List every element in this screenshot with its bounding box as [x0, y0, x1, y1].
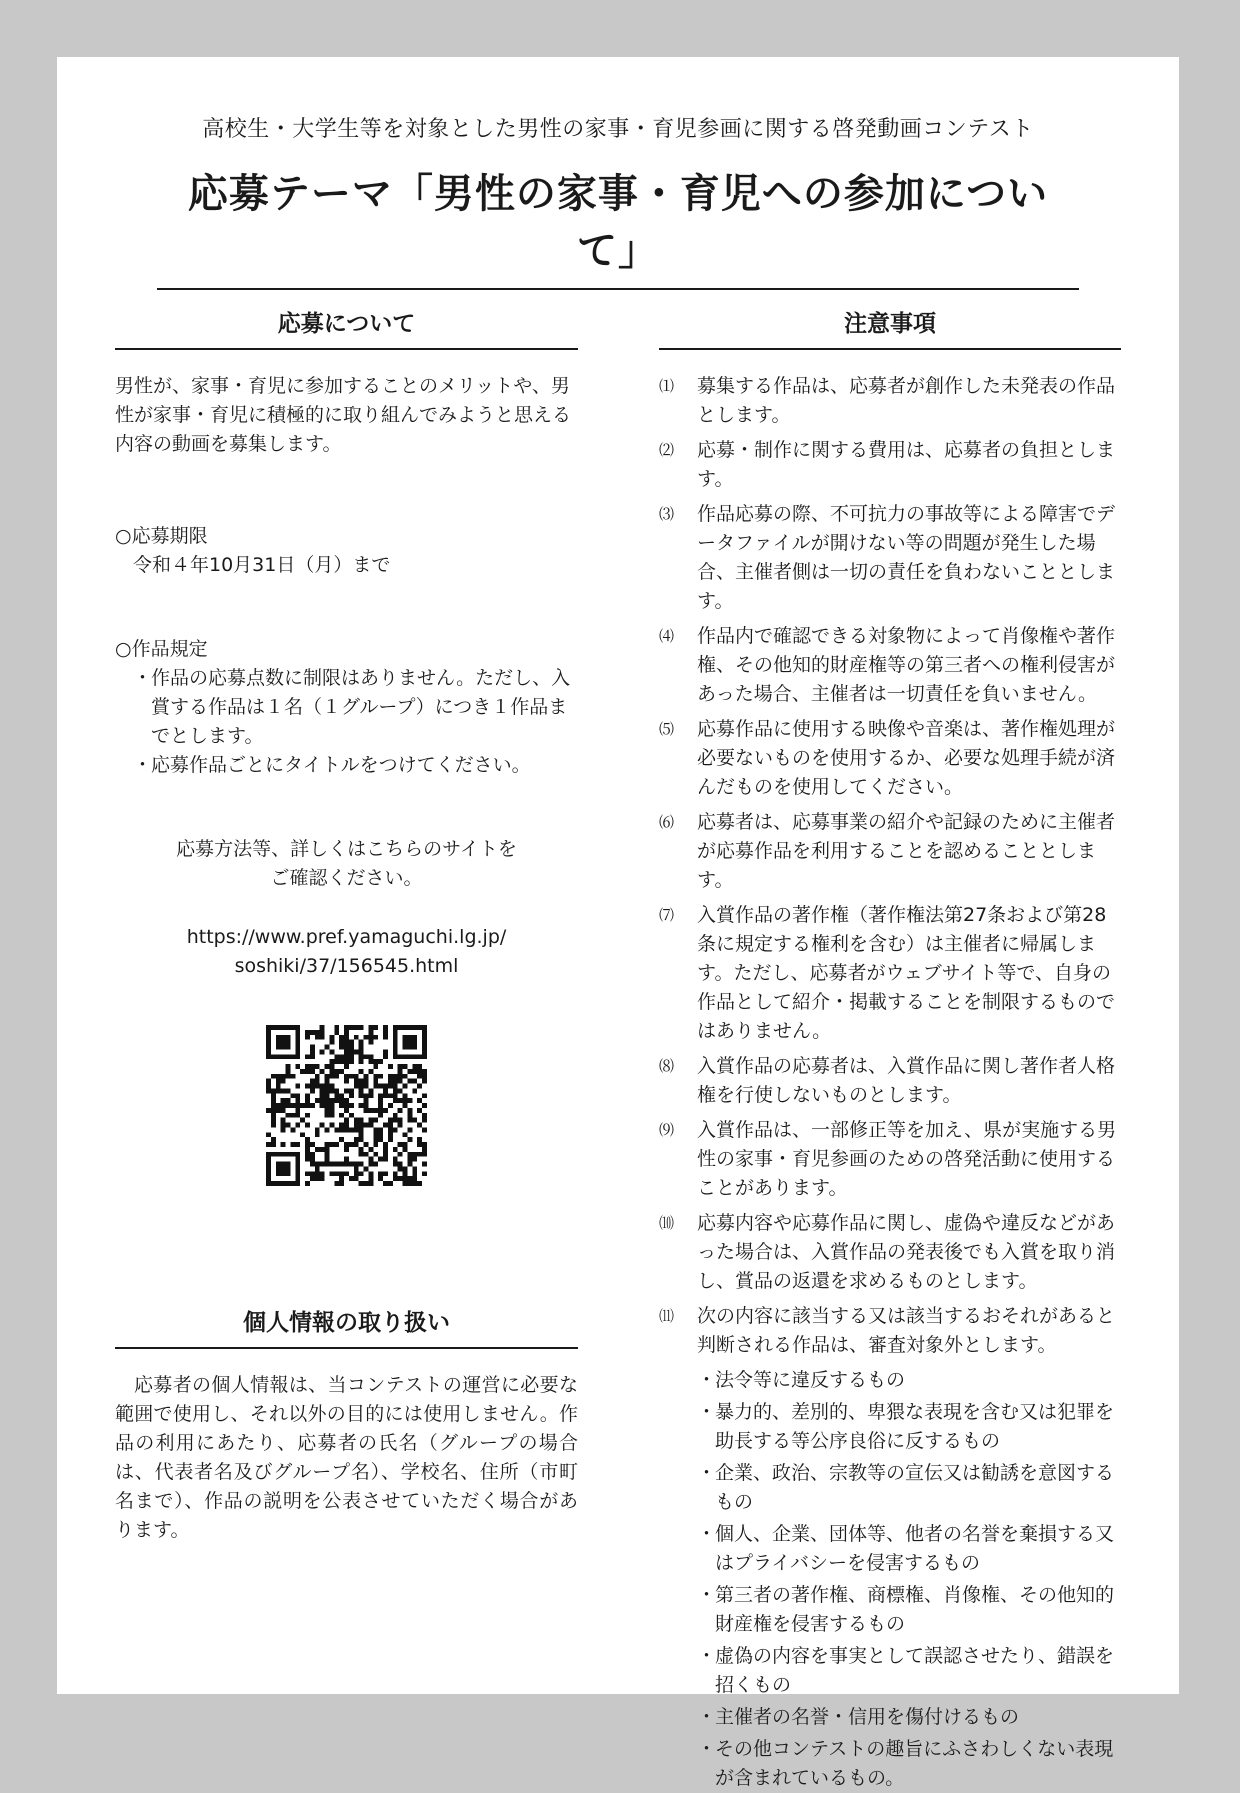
note-number: ⑽: [659, 1214, 675, 1232]
note-text: 作品内で確認できる対象物によって肖像権や著作権、その他知的財産権等の第三者への権利侵害があった場合、主催者は一切責任を負いません。: [697, 625, 1116, 705]
how-to-line: 応募方法等、詳しくはこちらのサイトを: [176, 838, 517, 860]
qr-code-icon[interactable]: [266, 1025, 427, 1186]
privacy-heading: 個人情報の取り扱い: [115, 1304, 578, 1349]
note-number: ⑴: [659, 377, 675, 395]
exclusion-item: [659, 1642, 1121, 1700]
note-item: [659, 372, 1121, 430]
bullet: ・: [133, 667, 153, 689]
note-number: ⑹: [659, 813, 675, 831]
rule-text: 応募作品ごとにタイトルをつけてください。: [151, 754, 531, 776]
rule-item: [115, 664, 578, 751]
note-item: [659, 901, 1121, 1046]
privacy-text: 応募者の個人情報は、当コンテストの運営に必要な範囲で使用し、それ以外の目的には使用しません。作品の利用にあたり、応募者の氏名（グループの場合は、代表者名及びグループ名）、学校名、住所（市町名まで）、作品の説明を公表させていただく場合があります。: [115, 1374, 578, 1541]
note-text: 募集する作品は、応募者が創作した未発表の作品とします。: [697, 375, 1116, 426]
note-number: ⑻: [659, 1057, 675, 1075]
exclusion-item: [659, 1703, 1121, 1732]
note-item: [659, 1052, 1121, 1110]
rules-block: [115, 635, 578, 780]
exclusion-item: [659, 1398, 1121, 1456]
exclusion-text: その他コンテストの趣旨にふさわしくない表現が含まれているもの。: [715, 1738, 1114, 1789]
period-value: 令和４年10月31日（月）まで: [133, 554, 391, 576]
about-heading: 応募について: [115, 305, 578, 350]
rules-title: ○作品規定: [115, 638, 208, 660]
rule-item: [115, 751, 578, 780]
note-item: [659, 715, 1121, 802]
bullet: ・: [697, 1706, 717, 1728]
notes-list: [659, 372, 1121, 1360]
note-item: [659, 436, 1121, 494]
page-title: 応募テーマ「男性の家事・育児への参加について」: [157, 162, 1079, 290]
note-number: ⑺: [659, 906, 675, 924]
exclusion-text: 暴力的、差別的、卑猥な表現を含む又は犯罪を助長する等公序良俗に反するもの: [715, 1401, 1115, 1452]
exclusion-text: 法令等に違反するもの: [715, 1369, 906, 1391]
note-item: [659, 1116, 1121, 1203]
how-to-apply: [115, 835, 578, 893]
note-item: [659, 808, 1121, 895]
right-column: [659, 305, 1121, 1793]
note-number: ⑸: [659, 720, 675, 738]
exclusion-item: [659, 1581, 1121, 1639]
bullet: ・: [697, 1738, 717, 1760]
note-number: ⑾: [659, 1307, 675, 1325]
note-item: [659, 1209, 1121, 1296]
note-item: [659, 1302, 1121, 1360]
site-url[interactable]: [115, 923, 578, 981]
note-text: 入賞作品の著作権（著作権法第27条および第28条に規定する権利を含む）は主催者に帰属します。ただし、応募者がウェブサイト等で、自身の作品として紹介・掲載することを制限するものではありません。: [697, 904, 1116, 1042]
exclusion-item: [659, 1459, 1121, 1517]
bullet: ・: [697, 1369, 717, 1391]
note-item: [659, 622, 1121, 709]
period-title: ○応募期限: [115, 525, 208, 547]
exclusion-text: 個人、企業、団体等、他者の名誉を棄損する又はプライバシーを侵害するもの: [715, 1523, 1115, 1574]
flyer-page: [57, 57, 1179, 1789]
exclusion-text: 第三者の著作権、商標権、肖像権、その他知的財産権を侵害するもの: [715, 1584, 1115, 1635]
note-number: ⑵: [659, 441, 675, 459]
exclusion-text: 主催者の名誉・信用を傷付けるもの: [715, 1706, 1020, 1728]
url-line[interactable]: soshiki/37/156545.html: [234, 955, 459, 977]
how-to-line: ご確認ください。: [270, 867, 423, 889]
note-text: 作品応募の際、不可抗力の事故等による障害でデータファイルが開けない等の問題が発生した場合、主催者側は一切の責任を負わないこととします。: [697, 503, 1116, 612]
contest-subtitle: 高校生・大学生等を対象とした男性の家事・育児参画に関する啓発動画コンテスト: [202, 117, 1034, 142]
note-number: ⑶: [659, 505, 675, 523]
rule-text: 作品の応募点数に制限はありません。ただし、入賞する作品は１名（１グループ）につき１作品までとします。: [151, 667, 571, 747]
note-text: 応募作品に使用する映像や音楽は、著作権処理が必要ないものを使用するか、必要な処理手続が済んだものを使用してください。: [697, 718, 1116, 798]
bullet: ・: [133, 754, 153, 776]
note-number: ⑷: [659, 627, 675, 645]
exclusion-list: [659, 1366, 1121, 1793]
period-block: [115, 522, 578, 580]
note-text: 応募・制作に関する費用は、応募者の負担とします。: [697, 439, 1116, 490]
bullet: ・: [697, 1584, 717, 1606]
note-text: 次の内容に該当する又は該当するおそれがあると判断される作品は、審査対象外とします。: [697, 1305, 1116, 1356]
note-text: 応募者は、応募事業の紹介や記録のために主催者が応募作品を利用することを認めることとします。: [697, 811, 1116, 891]
exclusion-item: [659, 1366, 1121, 1395]
bullet: ・: [697, 1462, 717, 1484]
left-column: [115, 305, 578, 1545]
notes-heading: 注意事項: [659, 305, 1121, 350]
url-line[interactable]: https://www.pref.yamaguchi.lg.jp/: [186, 926, 507, 948]
exclusion-item: [659, 1520, 1121, 1578]
note-text: 入賞作品の応募者は、入賞作品に関し著作者人格権を行使しないものとします。: [697, 1055, 1116, 1106]
bullet: ・: [697, 1645, 717, 1667]
exclusion-item: [659, 1735, 1121, 1793]
about-intro: 男性が、家事・育児に参加することのメリットや、男性が家事・育児に積極的に取り組んでみようと思える内容の動画を募集します。: [115, 375, 572, 455]
note-text: 応募内容や応募作品に関し、虚偽や違反などがあった場合は、入賞作品の発表後でも入賞を取り消し、賞品の返還を求めるものとします。: [697, 1212, 1116, 1292]
bullet: ・: [697, 1401, 717, 1423]
exclusion-text: 虚偽の内容を事実として誤認させたり、錯誤を招くもの: [715, 1645, 1115, 1696]
exclusion-text: 企業、政治、宗教等の宣伝又は勧誘を意図するもの: [715, 1462, 1115, 1513]
note-text: 入賞作品は、一部修正等を加え、県が実施する男性の家事・育児参画のための啓発活動に使用することがあります。: [697, 1119, 1117, 1199]
note-number: ⑼: [659, 1121, 675, 1139]
note-item: [659, 500, 1121, 616]
bullet: ・: [697, 1523, 717, 1545]
